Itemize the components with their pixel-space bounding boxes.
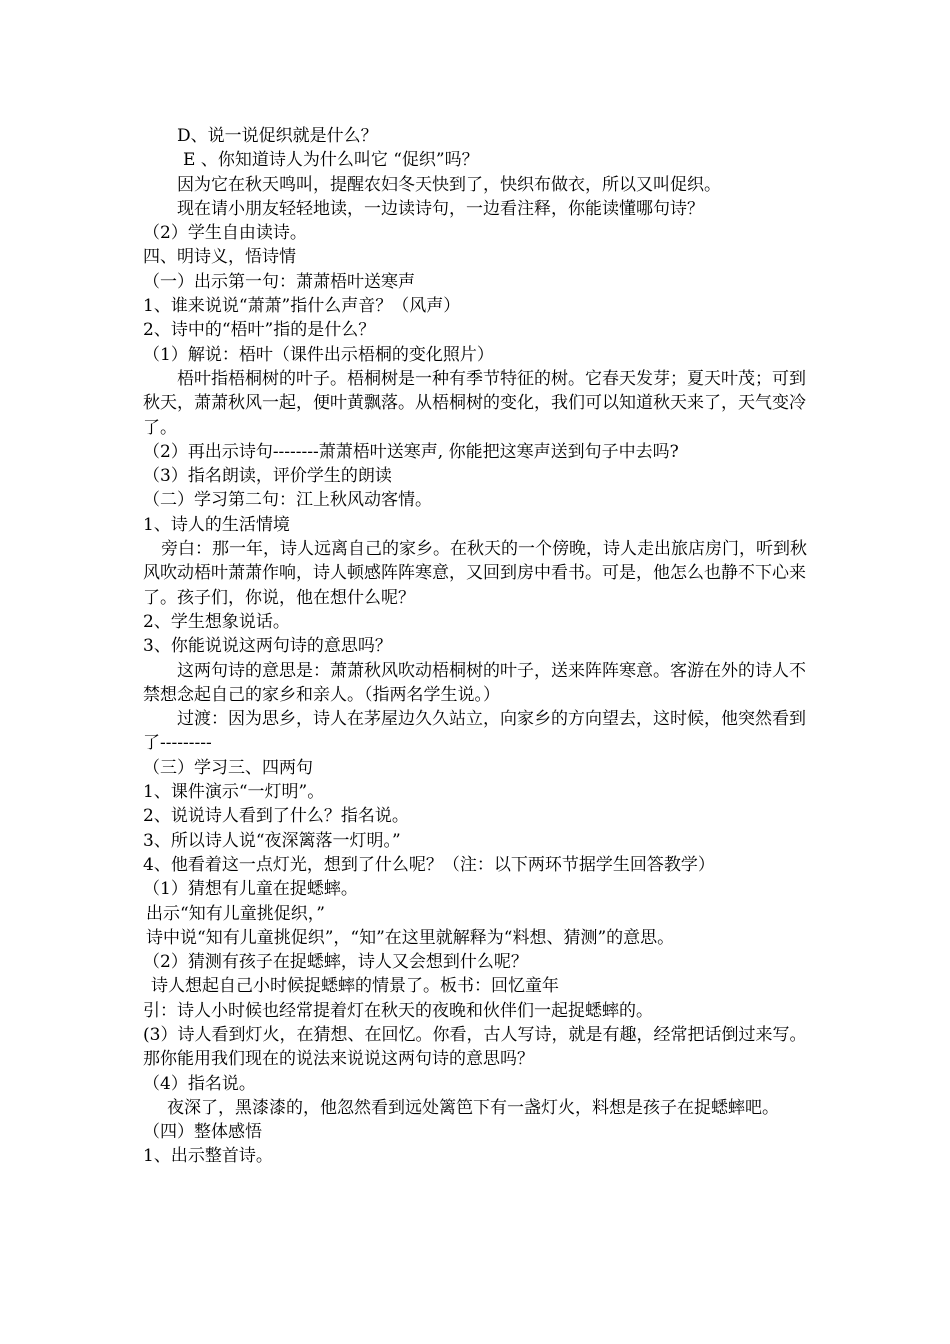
- paragraph-line: 引：诗人小时候也经常提着灯在秋天的夜晚和伙伴们一起捉蟋蟀的。: [143, 1000, 653, 1021]
- paragraph: (3）诗人看到灯火，在猜想、在回忆。你看，古人写诗，就是有趣，经常把话倒过来写。那你能用我们现在的说法来说说这两句诗的意思吗？: [143, 1024, 807, 1070]
- paragraph-line: 现在请小朋友轻轻地读，一边读诗句，一边看注释，你能读懂哪句诗？: [177, 198, 704, 219]
- transition-paragraph: 过渡：因为思乡，诗人在茅屋边久久站立，向家乡的方向望去，这时候，他突然看到了---------: [143, 709, 806, 754]
- step-line: 1、谁来说说“萧萧”指什么声音？（风声）: [143, 296, 461, 317]
- paragraph-line: 诗人想起自己小时候捉蟋蟀的情景了。板书：回忆童年: [151, 976, 559, 997]
- step-line: 1、课件演示“一灯明”。: [143, 782, 325, 803]
- section-heading: 四、明诗义，悟诗情: [143, 247, 296, 268]
- paragraph: 夜深了，黑漆漆的，他忽然看到远处篱笆下有一盏灯火，料想是孩子在捉蟋蟀吧。: [167, 1097, 779, 1118]
- step-line: （2）再出示诗句--------萧萧梧叶送寒声, 你能把这寒声送到句子中去吗?: [143, 441, 679, 462]
- step-line: 2、说说诗人看到了什么？指名说。: [143, 806, 409, 827]
- paragraph: 梧叶指梧桐树的叶子。梧桐树是一种有季节特征的树。它春天发芽；夏天叶茂；可到秋天，萧萧秋风一起，便叶黄飘落。从梧桐树的变化，我们可以知道秋天来了，天气变冷了。: [143, 368, 806, 438]
- step-line: （2）猜测有孩子在捉蟋蟀，诗人又会想到什么呢？: [143, 952, 528, 973]
- paragraph: 这两句诗的意思是：萧萧秋风吹动梧桐树的叶子，送来阵阵寒意。客游在外的诗人不禁想念起自己的家乡和亲人。（指两名学生说。）: [143, 660, 806, 705]
- step-line: 2、学生想象说话。: [143, 611, 290, 632]
- step-line: （1）解说：梧叶（课件出示梧桐的变化照片）: [143, 344, 494, 365]
- paragraph-line: 诗中说“知有儿童挑促织”，“知”在这里就解释为“料想、猜测”的意思。: [146, 927, 675, 948]
- subsection-heading: （一）出示第一句：萧萧梧叶送寒声: [143, 271, 415, 292]
- step-line: 1、诗人的生活情境: [143, 514, 290, 535]
- paragraph-line: 因为它在秋天鸣叫，提醒农妇冬天快到了，快织布做衣，所以又叫促织。: [177, 174, 721, 195]
- item-e-line: E 、你知道诗人为什么叫它 “促织”吗？: [183, 150, 479, 171]
- item-d-line: D、说一说促织就是什么？: [177, 126, 378, 146]
- step-line: 3、你能说说这两句诗的意思吗？: [143, 636, 392, 657]
- document-body: [143, 124, 810, 1169]
- step-line: （2）学生自由读诗。: [143, 223, 307, 244]
- step-line: 3、所以诗人说“夜深篱落一灯明。”: [143, 830, 401, 851]
- subsection-heading: （四）整体感悟: [143, 1122, 262, 1143]
- step-line: 4、他看着这一点灯光，想到了什么呢？（注：以下两环节据学生回答教学）: [143, 854, 715, 875]
- subsection-heading: （三）学习三、四两句: [143, 757, 313, 778]
- narration-paragraph: 旁白：那一年，诗人远离自己的家乡。在秋天的一个傍晚，诗人走出旅店房门，听到秋风吹动梧叶萧萧作响，诗人顿感阵阵寒意，又回到房中看书。可是，他怎么也静不下心来了。孩子们，你说，他在想什么呢？: [143, 539, 807, 608]
- step-line: 2、诗中的“梧叶”指的是什么？: [143, 320, 376, 341]
- step-line: 1、出示整首诗。: [143, 1146, 273, 1167]
- step-line: （1）猜想有儿童在捉蟋蟀。: [143, 879, 358, 900]
- step-line: （3）指名朗读，评价学生的朗读: [143, 466, 392, 487]
- paragraph-line: 出示“知有儿童挑促织，”: [146, 903, 325, 924]
- step-line: （4）指名说。: [143, 1073, 256, 1094]
- subsection-heading: （二）学习第二句：江上秋风动客情。: [143, 490, 432, 511]
